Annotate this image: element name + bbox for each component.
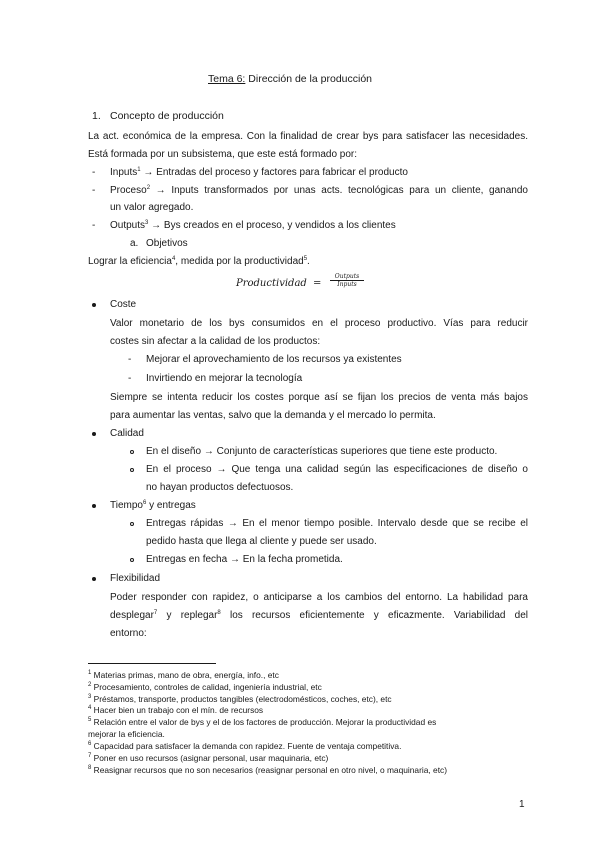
section-number: 1.: [92, 110, 101, 122]
footnote-text: Poner en uso recursos (asignar personal, usar maquinaria, etc): [91, 753, 329, 763]
title-label: Tema 6:: [208, 73, 246, 85]
dash-item-proceso-cont: un valor agregado.: [110, 202, 194, 213]
footnote-number: 1: [88, 670, 92, 676]
intro-line-2: Está formada por un subsistema, que este está formado por:: [88, 149, 358, 160]
term: Inputs: [110, 167, 138, 178]
formula-fraction: [330, 273, 364, 288]
footnote-2: [88, 682, 322, 693]
text: y entregas: [146, 500, 196, 511]
page-number: 1: [519, 799, 525, 810]
flexibilidad-line-3: entorno:: [110, 628, 147, 639]
coste-closing-2: para aumentar las ventas, salvo que la demanda y el mercado lo permita.: [110, 410, 436, 421]
footnote-5: [88, 717, 436, 728]
text: , medida por la productividad: [175, 256, 304, 267]
footnote-3: [88, 694, 392, 705]
text: Lograr la eficiencia: [88, 256, 172, 267]
dash-item-inputs: [110, 166, 408, 179]
bullet-icon: [92, 432, 96, 436]
dash-marker: -: [128, 373, 132, 384]
fraction-denominator: Inputs: [330, 280, 364, 288]
section-title: Concepto de producción: [110, 110, 224, 122]
footnote-number: 7: [88, 753, 92, 759]
calidad-heading: Calidad: [110, 428, 144, 439]
coste-line-2: costes sin afectar a la calidad de los productos:: [110, 336, 321, 347]
footnote-number: 8: [88, 765, 92, 771]
text: los recursos eficientemente y eficazmente. Variabilidad del: [220, 610, 529, 621]
dash-item-outputs: [110, 219, 396, 232]
bullet-icon: [92, 577, 96, 581]
footnote-number: 6: [88, 741, 92, 747]
circle-bullet-icon: [130, 450, 134, 454]
dash-marker: -: [92, 185, 96, 196]
footnote-divider: [88, 663, 216, 664]
circle-bullet-icon: [130, 468, 134, 472]
text: y replegar: [157, 610, 218, 621]
footnote-6: [88, 741, 401, 752]
flexibilidad-line-1: Poder responder con rapidez, o anticiparse a los cambios del entorno. La habilidad para: [110, 592, 528, 603]
formula-lhs: Productividad: [236, 278, 307, 289]
term: Proceso: [110, 185, 147, 196]
footnote-number: 3: [88, 694, 92, 700]
dash-marker: -: [128, 354, 132, 365]
footnote-ref: 5: [303, 256, 308, 262]
title-text: Dirección de la producción: [248, 73, 373, 85]
flexibilidad-heading: Flexibilidad: [110, 573, 161, 584]
coste-heading: Coste: [110, 299, 137, 310]
footnote-7: [88, 753, 328, 764]
footnote-number: 5: [88, 717, 92, 723]
footnote-text: Procesamiento, controles de calidad, ingeniería industrial, etc: [91, 682, 322, 692]
footnote-text: Capacidad para satisfacer la demanda con rapidez. Fuente de ventaja competitiva.: [91, 741, 402, 751]
footnote-5-cont: mejorar la eficiencia.: [88, 729, 165, 739]
coste-line-1: Valor monetario de los bys consumidos en el proceso productivo. Vías para reducir: [110, 318, 528, 329]
footnote-ref: 4: [171, 256, 176, 262]
footnote-8: [88, 765, 447, 776]
tiempo-heading: [110, 499, 196, 512]
footnote-text: Materias primas, mano de obra, energía, info., etc: [91, 670, 279, 680]
footnote-1: [88, 670, 279, 681]
section-heading: [92, 110, 101, 123]
intro-line-1: La act. económica de la empresa. Con la finalidad de crear bys para satisfacer las necesidades.: [88, 131, 528, 142]
footnote-ref: 1: [137, 167, 141, 173]
page-title: [208, 73, 372, 86]
calidad-item-1: En el diseño → Conjunto de características superiores que tiene este producto.: [146, 446, 498, 457]
circle-bullet-icon: [130, 522, 134, 526]
coste-closing-1: Siempre se intenta reducir los costes porque así se fijan los precios de venta más bajos: [110, 392, 528, 403]
footnote-text: Préstamos, transporte, productos tangibles (electrodomésticos, coches, etc), etc: [91, 694, 392, 704]
subsection-marker: a.: [130, 238, 139, 249]
dash-marker: -: [92, 220, 96, 231]
calidad-item-2: En el proceso → Que tenga una calidad según las especificaciones de diseño o: [146, 464, 528, 475]
calidad-item-2-cont: no hayan productos defectuosos.: [146, 482, 294, 493]
text: Tiempo: [110, 500, 143, 511]
formula-equals: =: [313, 278, 322, 289]
footnote-text: Hacer bien un trabajo con el mín. de recursos: [91, 705, 264, 715]
definition: → Entradas del proceso y factores para fabricar el producto: [140, 167, 408, 178]
footnote-ref: 8: [217, 610, 221, 616]
flexibilidad-line-2: [110, 609, 528, 622]
footnote-ref: 6: [142, 500, 147, 506]
text: .: [307, 256, 310, 267]
fraction-numerator: Outputs: [334, 273, 360, 280]
footnote-4: [88, 705, 263, 716]
footnote-text: Reasignar recursos que no son necesarios (reasignar personal en otro nivel, o maquinaria, etc): [91, 765, 448, 775]
tiempo-item-2: Entregas en fecha → En la fecha prometida.: [146, 554, 343, 565]
footnote-ref: 3: [145, 220, 149, 226]
subsection-title: Objetivos: [146, 238, 188, 249]
tiempo-item-1-cont: pedido hasta que llega al cliente y puede ser usado.: [146, 536, 377, 547]
term: Outputs: [110, 220, 146, 231]
bullet-icon: [92, 303, 96, 307]
coste-dash-1: Mejorar el aprovechamiento de los recursos ya existentes: [146, 354, 402, 365]
tiempo-item-1: Entregas rápidas → En el menor tiempo posible. Intervalo desde que se recibe el: [146, 518, 528, 529]
bullet-icon: [92, 504, 96, 508]
footnote-ref: 2: [146, 185, 151, 191]
footnote-text: Relación entre el valor de bys y el de los factores de producción. Mejorar la productividad es: [91, 717, 437, 727]
footnote-ref: 7: [153, 610, 158, 616]
coste-dash-2: Invirtiendo en mejorar la tecnología: [146, 373, 303, 384]
efficiency-line: [88, 255, 310, 268]
dash-item-proceso: [110, 184, 528, 197]
circle-bullet-icon: [130, 558, 134, 562]
text: desplegar: [110, 610, 154, 621]
dash-marker: -: [92, 167, 96, 178]
definition: → Inputs transformados por unas acts. tecnológicas para un cliente, ganando: [150, 185, 528, 196]
definition: → Bys creados en el proceso, y vendidos a los clientes: [148, 220, 396, 231]
footnote-number: 2: [88, 682, 92, 688]
footnote-number: 4: [88, 705, 92, 711]
